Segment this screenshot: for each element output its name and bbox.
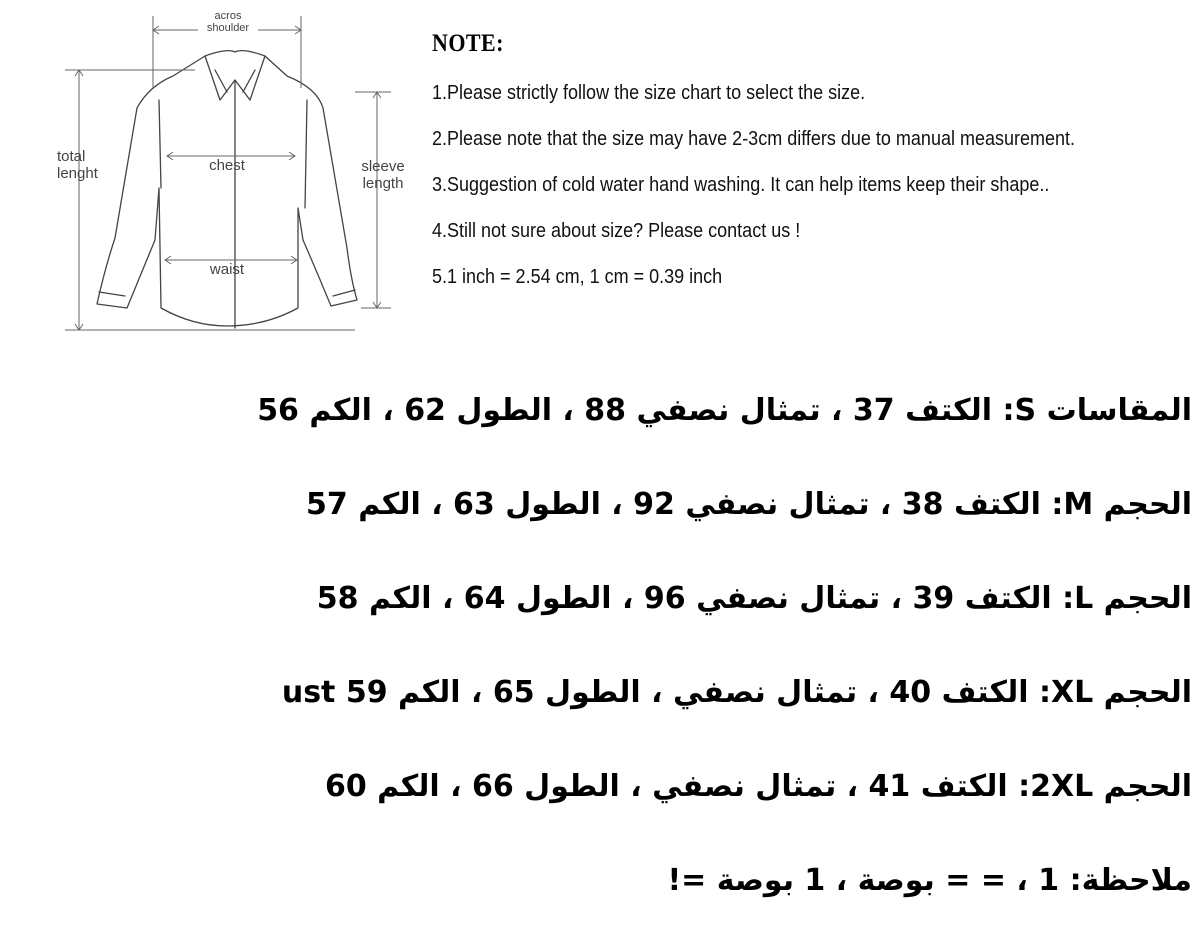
size-note-line: ملاحظة: 1 ، = = بوصة ، 1 بوصة =!	[667, 863, 1192, 898]
waist-label: waist	[209, 261, 245, 278]
chest-label: chest	[209, 157, 245, 174]
total-length-label: total lenght	[57, 148, 98, 182]
note-item: 5.1 inch = 2.54 cm, 1 cm = 0.39 inch	[432, 266, 723, 288]
note-title: NOTE:	[432, 30, 504, 57]
size-line-2xl: الحجم 2XL: الكتف 41 ، تمثال نصفي ، الطول 66 ، الكم 60	[324, 769, 1192, 804]
size-line-s: المقاسات S: الكتف 37 ، تمثال نصفي 88 ، الطول 62 ، الكم 56	[257, 393, 1192, 428]
note-item: 1.Please strictly follow the size chart to select the size.	[432, 82, 866, 104]
note-item: 4.Still not sure about size? Please contact us !	[432, 220, 801, 242]
shirt-measurement-diagram	[55, 8, 415, 338]
note-block	[432, 30, 1197, 310]
size-line-m: الحجم M: الكتف 38 ، تمثال نصفي 92 ، الطول 63 ، الكم 57	[306, 487, 1192, 522]
size-line-xl: الحجم XL: الكتف 40 ، تمثال نصفي ، الطول 65 ، الكم 59 ust	[281, 675, 1192, 710]
note-item: 3.Suggestion of cold water hand washing. It can help items keep their shape..	[432, 174, 1050, 196]
sleeve-length-label: sleeve length	[361, 158, 405, 192]
across-shoulder-label: acros shoulder	[198, 10, 258, 34]
size-line-l: الحجم L: الكتف 39 ، تمثال نصفي 96 ، الطول 64 ، الكم 58	[316, 581, 1192, 616]
note-item: 2.Please note that the size may have 2-3cm differs due to manual measurement.	[432, 128, 1076, 150]
size-chart-list	[12, 383, 1192, 947]
